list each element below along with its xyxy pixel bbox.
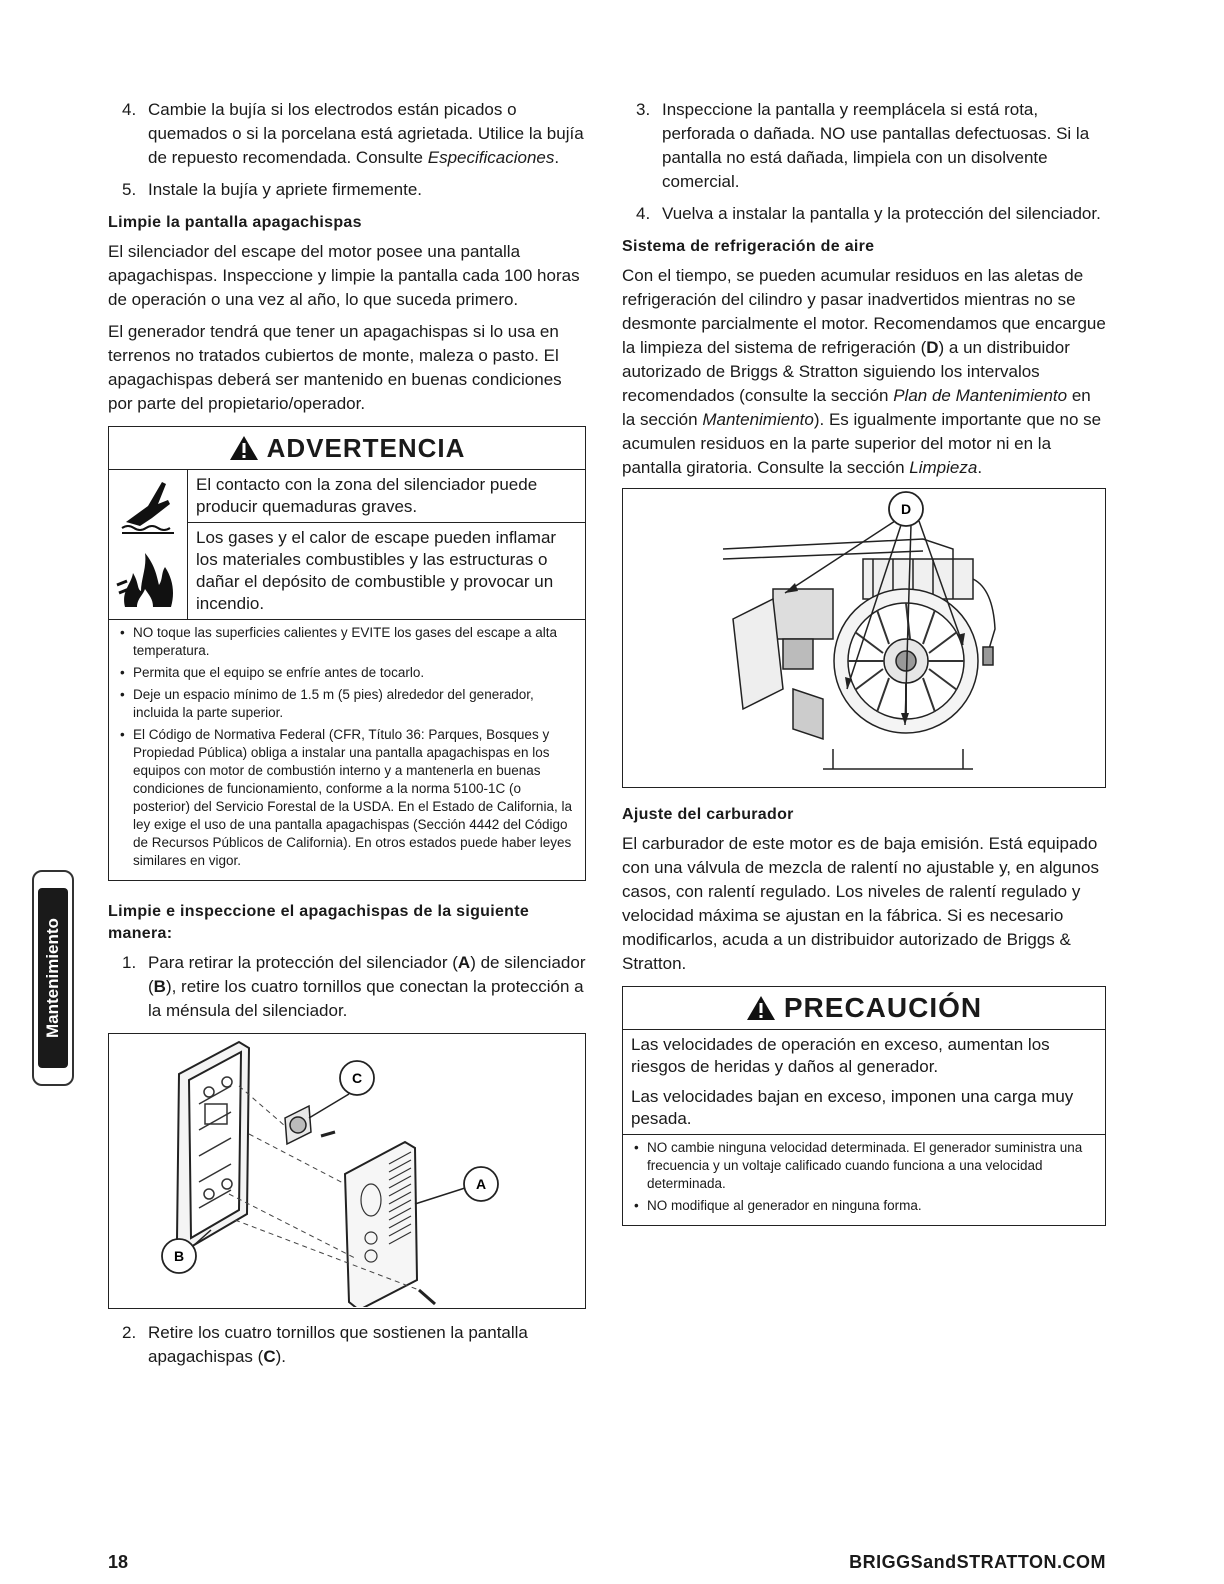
right-column [622, 98, 1106, 1226]
caution-box [622, 986, 1106, 1226]
section-tab-label: Mantenimiento [43, 918, 62, 1038]
caution-header [623, 987, 1105, 1030]
engine-diagram [623, 489, 1104, 786]
footer-url: BRIGGSandSTRATTON.COM [849, 1552, 1106, 1572]
warning-triangle-icon [229, 435, 259, 461]
label-b: B [173, 1248, 185, 1264]
inspect-heading: Limpie e inspeccione el apagachispas de la siguiente manera: [108, 903, 530, 942]
steps-right [622, 98, 1106, 226]
warning-icons [109, 470, 188, 619]
caution-texts [623, 1030, 1105, 1135]
list-item: • El Código de Normativa Federal (CFR, Título 36: Parques, Bosques y Propiedad Pública) obliga a instalar una pantalla apagachispas en los equipos con motor de combustión interno y a mantenerla en buenas condiciones de funcionamiento, conforme a la norma 5100-1C (o posterior) del Servicio Forestal de la USDA. En el Estado de California, la ley exige el uso de una pantalla apagachispas (Sección 4442 del Código de Recursos Públicos de California). En otros estados puede haber leyes similares en vigor. [117, 726, 577, 870]
paragraph: El generador tendrá que tener un apagachispas si lo usa en terrenos no tratados cubiertos de monte, maleza o pasto. El apagachispas deberá ser mantenido en buenas condiciones por parte del propietario/operador. [108, 322, 562, 413]
paragraph: El silenciador del escape del motor posee una pantalla apagachispas. Inspeccione y limpie la pantalla cada 100 horas de operación o una vez al año, lo que suceda primero. [108, 242, 580, 309]
caution-text-injury: Las velocidades de operación en exceso, aumentan los riesgos de heridas y daños al generador. [631, 1035, 1050, 1076]
list-item: 4. Vuelva a instalar la pantalla y la protección del silenciador. [636, 204, 1101, 223]
carb-heading: Ajuste del carburador [622, 806, 794, 823]
section-tab [32, 870, 74, 1086]
list-item: • NO cambie ninguna velocidad determinada. El generador suministra una frecuencia y un voltaje calificado cuando funciona a una velocidad determinada. [631, 1139, 1097, 1193]
caution-title: PRECAUCIÓN [783, 992, 983, 1023]
warning-triangle-icon [746, 995, 776, 1021]
page-number: 18 [108, 1552, 129, 1572]
engine-figure [622, 488, 1106, 788]
label-d: D [900, 501, 912, 517]
list-item: • NO modifique al generador en ninguna forma. [631, 1197, 1097, 1215]
muffler-figure [108, 1033, 586, 1309]
list-item: 4. Cambie la bujía si los electrodos están picados o quemados o si la porcelana está agrietada. Utilice la bujía de repuesto recomendada. Consulte Especificaciones. [122, 100, 584, 167]
list-item: 5. Instale la bujía y apriete firmemente. [122, 180, 423, 199]
fire-icon [115, 545, 181, 611]
warning-box [108, 426, 586, 881]
list-item: 2. Retire los cuatro tornillos que sostienen la pantalla apagachispas (C). [122, 1323, 528, 1366]
warning-text-fire: Los gases y el calor de escape pueden inflamar los materiales combustibles y las estructuras o dañar el depósito de combustible y provocar un incendio. [188, 522, 585, 619]
list-item: 1. Para retirar la protección del silenciador (A) de silenciador (B), retire los cuatro tornillos que conectan la protección a la ménsula del silenciador. [122, 953, 586, 1020]
list-item: • Deje un espacio mínimo de 1.5 m (5 pies) alrededor del generador, incluida la parte superior. [117, 686, 577, 722]
warning-bullets [109, 620, 585, 880]
muffler-diagram [109, 1034, 584, 1307]
warning-text-burn: El contacto con la zona del silenciador puede producir quemaduras graves. [196, 475, 538, 516]
list-item: 3. Inspeccione la pantalla y reemplácela si está rota, perforada o dañada. NO use pantallas defectuosas. Si la pantalla no está dañada, limpiela con un disolvente comercial. [636, 100, 1090, 191]
list-item: • Permita que el equipo se enfríe antes de tocarlo. [117, 664, 577, 682]
paragraph: El carburador de este motor es de baja emisión. Está equipado con una válvula de mezcla de ralentí no ajustable y, en algunos casos, con ralentí regulado. Los niveles de ralentí regulado y velocidad máxima se ajustan en la fábrica. Si es necesario modificarlos, acuda a un distribuidor autorizado de Briggs & Stratton. [622, 834, 1099, 973]
steps-inspect [108, 951, 586, 1023]
label-c: C [351, 1070, 363, 1086]
label-a: A [475, 1176, 487, 1192]
warning-hazards [109, 470, 585, 620]
warning-title: ADVERTENCIA [266, 432, 466, 463]
spark-heading: Limpie la pantalla apagachispas [108, 214, 362, 231]
paragraph: Con el tiempo, se pueden acumular residuos en las aletas de refrigeración del cilindro y pasar inadvertidos mientras no se desmonte parcialmente el motor. Recomendamos que encargue la limpieza del sistema de refrigeración (D) a un distribuidor autorizado de Briggs & Stratton siguiendo los intervalos recomendados (consulte la sección Plan de Mantenimiento en la sección Mantenimiento). Es igualmente importante que no se acumulen residuos en la parte superior del motor ni en la pantalla giratoria. Consulte la sección Limpieza. [622, 266, 1106, 477]
hot-surface-icon [118, 478, 178, 536]
caution-bullets [623, 1135, 1105, 1225]
cooling-heading: Sistema de refrigeración de aire [622, 238, 875, 255]
warning-texts [188, 470, 585, 619]
caution-text-load: Las velocidades bajan en exceso, imponen una carga muy pesada. [631, 1087, 1074, 1128]
steps-top [108, 98, 586, 202]
warning-header [109, 427, 585, 470]
list-item: • NO toque las superficies calientes y EVITE los gases del escape a alta temperatura. [117, 624, 577, 660]
left-column [108, 98, 586, 1377]
steps-inspect-2 [108, 1321, 586, 1369]
